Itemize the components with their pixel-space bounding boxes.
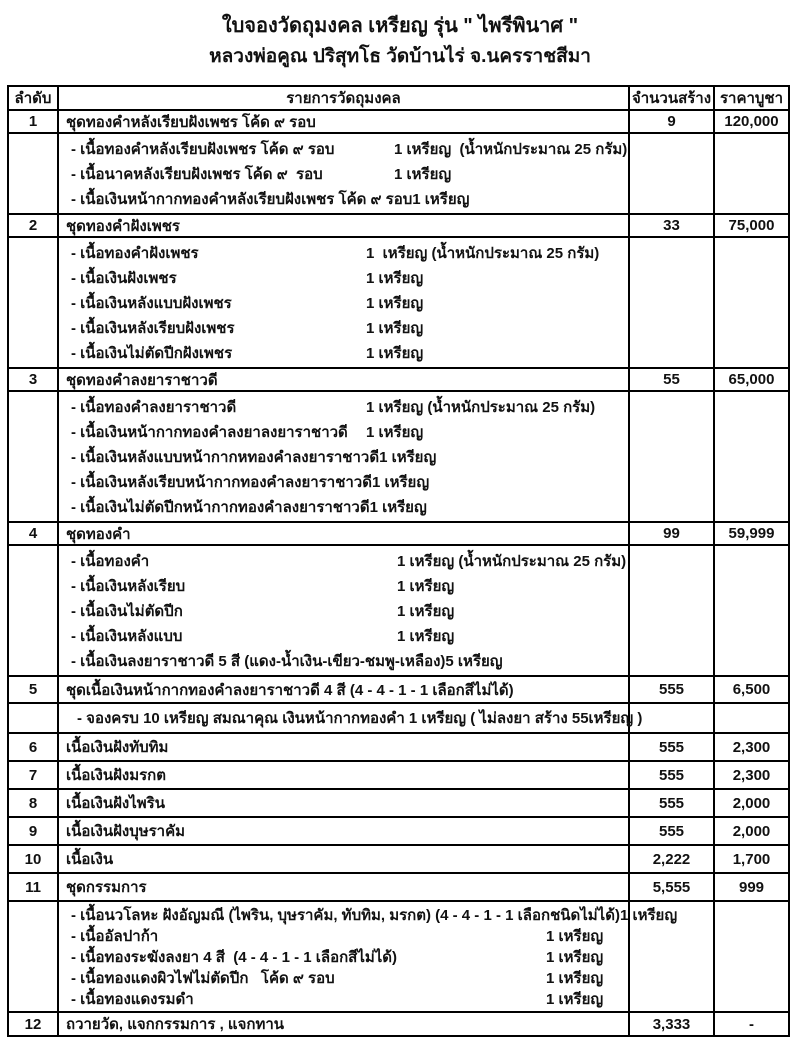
row-number: 11 (9, 874, 59, 900)
sub-item-qty: 1 เหรียญ (366, 423, 424, 441)
quantity-made: 555 (630, 734, 715, 760)
sub-item-qty: 1 เหรียญ (412, 190, 470, 208)
quantity-made: 5,555 (630, 874, 715, 900)
sub-items-row (9, 902, 788, 1013)
empty-cell (9, 546, 59, 675)
price: 65,000 (728, 371, 775, 388)
sub-item-line (59, 598, 628, 623)
empty-cell (630, 704, 715, 732)
sub-item-line (59, 494, 628, 519)
empty-cell (9, 902, 59, 1011)
empty-cell (715, 902, 788, 1011)
sub-item-qty: 1 เหรียญ (397, 627, 455, 645)
sub-item-label: - เนื้อเงินหน้ากากทองคำลงยาลงยาราชาวดี (71, 423, 348, 441)
row-number: 5 (9, 677, 59, 702)
sub-item-qty: 1 เหรียญ (น้ำหนักประมาณ 25 กรัม) (394, 140, 628, 158)
title-line-2: หลวงพ่อคูณ ปริสุทโธ วัดบ้านไร่ จ.นครราชสีมา (209, 46, 591, 67)
table-row (9, 874, 788, 902)
item-name: ชุดทองคำ (59, 523, 630, 544)
row-number: 7 (9, 762, 59, 788)
sub-item-line (59, 394, 628, 419)
item-name: ชุดทองคำหลังเรียบฝังเพชร โค้ด ๙ รอบ (59, 111, 630, 132)
header-price: ราคาบูชา (719, 90, 784, 107)
table-row (9, 734, 788, 762)
sub-item-qty: 1 เหรียญ (366, 269, 424, 287)
sub-item-line (59, 573, 628, 598)
sub-item-qty: 1 เหรียญ (394, 165, 452, 183)
sub-item-label: - เนื้อเงินไม่ตัดปีก (71, 602, 183, 620)
sub-items-cell (59, 546, 630, 675)
sub-item-qty: 1 เหรียญ (369, 498, 427, 516)
sub-item-qty: 1 เหรียญ (366, 319, 424, 337)
row-number: 8 (9, 790, 59, 816)
empty-cell (630, 546, 715, 675)
sub-item-label: - เนื้อเงินหลังแบบฝังเพชร (71, 294, 232, 312)
sub-item-label: - เนื้อเงินหลังเรียบฝังเพชร (71, 319, 235, 337)
sub-item-qty: 1 เหรียญ (371, 473, 430, 491)
item-name: ชุดทองคำลงยาราชาวดี (59, 369, 630, 390)
empty-cell (630, 134, 715, 213)
sub-item-label: - เนื้อทองระฆังลงยา 4 สี (4 - 4 - 1 - 1 เลือกสีไม่ได้) (71, 948, 398, 966)
table-row (9, 215, 788, 238)
row-number: 3 (9, 369, 59, 390)
empty-cell (630, 392, 715, 521)
row-number: 6 (9, 734, 59, 760)
quantity-made: 9 (630, 111, 715, 132)
empty-cell (715, 238, 788, 367)
sub-item-label: - เนื้อทองแดงรมดำ (71, 990, 194, 1008)
sub-items-row (9, 704, 788, 734)
table-row (9, 369, 788, 392)
empty-cell (9, 704, 59, 732)
row-number: 10 (9, 846, 59, 872)
sub-item-line (59, 444, 628, 469)
empty-cell (630, 238, 715, 367)
sub-item-qty: 1 เหรียญ (546, 990, 604, 1008)
empty-cell (9, 238, 59, 367)
sub-item-label: - เนื้อเงินไม่ตัดปีกหน้ากากทองคำลงยาราชาวดี (71, 498, 370, 516)
sub-items-cell (59, 134, 630, 213)
sub-items-row (9, 134, 788, 215)
sub-item-label: - เนื้อเงินหลังแบบหน้ากากหทองคำลงยาราชาวดี (71, 448, 380, 466)
sub-item-label: - เนื้อทองคำฝังเพชร (71, 244, 199, 262)
sub-item-label: - เนื้อทองคำหลังเรียบฝังเพชร โค้ด ๙ รอบ (71, 140, 335, 158)
sub-item-label: - เนื้อนาคหลังเรียบฝังเพชร โค้ด ๙ รอบ (71, 165, 323, 183)
header-item: รายการวัดถุมงคล (59, 87, 630, 109)
sub-item-line (59, 419, 628, 444)
item-name: เนื้อเงินฝังทับทิม (59, 734, 630, 760)
sub-item-line (59, 946, 628, 967)
empty-cell (715, 546, 788, 675)
quantity-made: 3,333 (630, 1013, 715, 1035)
price: 2,000 (732, 794, 771, 812)
empty-cell (9, 134, 59, 213)
sub-item-label: - เนื้อนวโลหะ ฝังอัญมณี (ไพริน, บุษราคัม, ทับทิม, มรกต) (4 - 4 - 1 - 1 เลือกชนิดไม่ได้) (71, 906, 620, 924)
row-number: 2 (9, 215, 59, 236)
quantity-made: 555 (630, 790, 715, 816)
sub-item-qty: 1 เหรียญ (น้ำหนักประมาณ 25 กรัม) (366, 244, 600, 262)
sub-items-row (9, 238, 788, 369)
price: 59,999 (728, 525, 775, 542)
quantity-made: 33 (630, 215, 715, 236)
price: 1,700 (732, 850, 771, 868)
sub-item-line (59, 706, 643, 730)
sub-item-label: - เนื้อทองแดงผิวไฟไม่ตัดปีก โค้ด ๙ รอบ (71, 969, 335, 987)
item-name: เนื้อเงินฝังไพริน (59, 790, 630, 816)
sub-item-line (59, 340, 628, 365)
quantity-made: 555 (630, 677, 715, 702)
row-number: 1 (9, 111, 59, 132)
sub-item-line (59, 469, 628, 494)
table-row (9, 523, 788, 546)
sub-item-line (59, 988, 628, 1009)
sub-item-qty: 5 เหรียญ (445, 652, 503, 670)
price: 120,000 (724, 113, 779, 130)
sub-item-label: - เนื้อเงินหลังเรียบหน้ากากทองคำลงยาราชาวดี (71, 473, 372, 491)
header-no: ลำดับ (9, 87, 59, 109)
sub-item-qty: 1 เหรียญ (619, 906, 678, 924)
table-row (9, 790, 788, 818)
sub-item-label: - เนื้อเงินไม่ตัดปีกฝังเพชร (71, 344, 233, 362)
row-number: 9 (9, 818, 59, 844)
table-row (9, 762, 788, 790)
sub-item-qty: 1 เหรียญ (397, 577, 455, 595)
quantity-made: 55 (630, 369, 715, 390)
sub-item-qty: 1 เหรียญ (น้ำหนักประมาณ 25 กรัม) (366, 398, 596, 416)
price: 6,500 (732, 681, 771, 698)
item-name: ชุดกรรมการ (59, 874, 630, 900)
sub-item-label: - เนื้อเงินลงยาราชาวดี 5 สี (แดง-น้ำเงิน-เขียว-ชมพู-เหลือง) (71, 652, 446, 670)
row-number: 4 (9, 523, 59, 544)
sub-items-row (9, 392, 788, 523)
price: 2,000 (732, 822, 771, 840)
quantity-made: 555 (630, 762, 715, 788)
sub-item-line (59, 290, 628, 315)
sub-item-line (59, 136, 628, 161)
quantity-made: 2,222 (630, 846, 715, 872)
empty-cell (9, 392, 59, 521)
sub-item-label: - จองครบ 10 เหรียญ สมณาคุณ เงินหน้ากากทองคำ 1 เหรียญ ( ไม่ลงยา สร้าง 55เหรียญ ) (77, 710, 643, 727)
sub-item-line (59, 623, 628, 648)
empty-cell (715, 134, 788, 213)
sub-item-line (59, 265, 628, 290)
sub-item-qty: 1 เหรียญ (366, 294, 424, 312)
sub-item-qty: 1 เหรียญ (397, 602, 455, 620)
quantity-made: 99 (630, 523, 715, 544)
sub-item-qty: 1 เหรียญ (379, 448, 437, 466)
order-table (7, 85, 790, 1037)
sub-item-qty: 1 เหรียญ (366, 344, 424, 362)
title-line-1: ใบจองวัดถุมงคล เหรียญ รุ่น " ไพรีพินาศ " (221, 15, 579, 37)
table-header-row (9, 87, 788, 111)
table-row (9, 111, 788, 134)
empty-cell (715, 704, 788, 732)
sub-item-qty: 1 เหรียญ (546, 927, 604, 945)
quantity-made: 555 (630, 818, 715, 844)
sub-items-cell (59, 392, 630, 521)
sub-items-cell (59, 902, 678, 1011)
item-name: เนื้อเงินฝังมรกต (59, 762, 630, 788)
sub-item-label: - เนื้อทองคำลงยาราชาวดี (71, 398, 237, 416)
price: 2,300 (732, 766, 771, 784)
item-name: ชุดเนื้อเงินหน้ากากทองคำลงยาราชาวดี 4 สี (4 - 4 - 1 - 1 เลือกสีไม่ได้) (59, 677, 630, 702)
item-name: ถวายวัด, แจกกรรมการ , แจกทาน (59, 1013, 630, 1035)
sub-item-label: - เนื้อทองคำ (71, 552, 150, 570)
sub-item-line (59, 240, 628, 265)
empty-cell (630, 902, 715, 1011)
header-made: จำนวนสร้าง (630, 87, 715, 109)
sub-items-cell (59, 238, 630, 367)
sub-item-line (59, 925, 628, 946)
row-number: 12 (9, 1013, 59, 1035)
table-row (9, 1013, 788, 1035)
table-row (9, 846, 788, 874)
item-name: เนื้อเงิน (59, 846, 630, 872)
sub-items-cell (59, 704, 643, 732)
sub-item-label: - เนื้อเงินฝังเพชร (71, 269, 177, 287)
sub-item-qty: 1 เหรียญ (546, 969, 604, 987)
sub-item-line (59, 967, 628, 988)
sub-item-label: - เนื้อเงินหน้ากากทองคำหลังเรียบฝังเพชร โค้ด ๙ รอบ (71, 190, 413, 208)
sub-item-line (59, 315, 628, 340)
sub-item-qty: 1 เหรียญ (น้ำหนักประมาณ 25 กรัม) (397, 552, 627, 570)
sub-item-line (59, 904, 678, 925)
item-name: ชุดทองคำฝังเพชร (59, 215, 630, 236)
sub-item-label: - เนื้ออัลปาก้า (71, 927, 159, 945)
sub-item-line (59, 161, 628, 186)
sub-item-label: - เนื้อเงินหลังแบบ (71, 627, 183, 645)
item-name: เนื้อเงินฝังบุษราคัม (59, 818, 630, 844)
sub-item-line (59, 548, 628, 573)
sub-item-line (59, 648, 628, 673)
sub-item-label: - เนื้อเงินหลังเรียบ (71, 577, 186, 595)
empty-cell (715, 392, 788, 521)
document-title (0, 0, 800, 72)
table-row (9, 677, 788, 704)
sub-item-qty: 1 เหรียญ (546, 948, 604, 966)
price: - (749, 1015, 754, 1033)
sub-item-line (59, 186, 628, 211)
table-row (9, 818, 788, 846)
price: 75,000 (728, 217, 775, 234)
price: 999 (738, 878, 765, 896)
price: 2,300 (732, 738, 771, 756)
sub-items-row (9, 546, 788, 677)
